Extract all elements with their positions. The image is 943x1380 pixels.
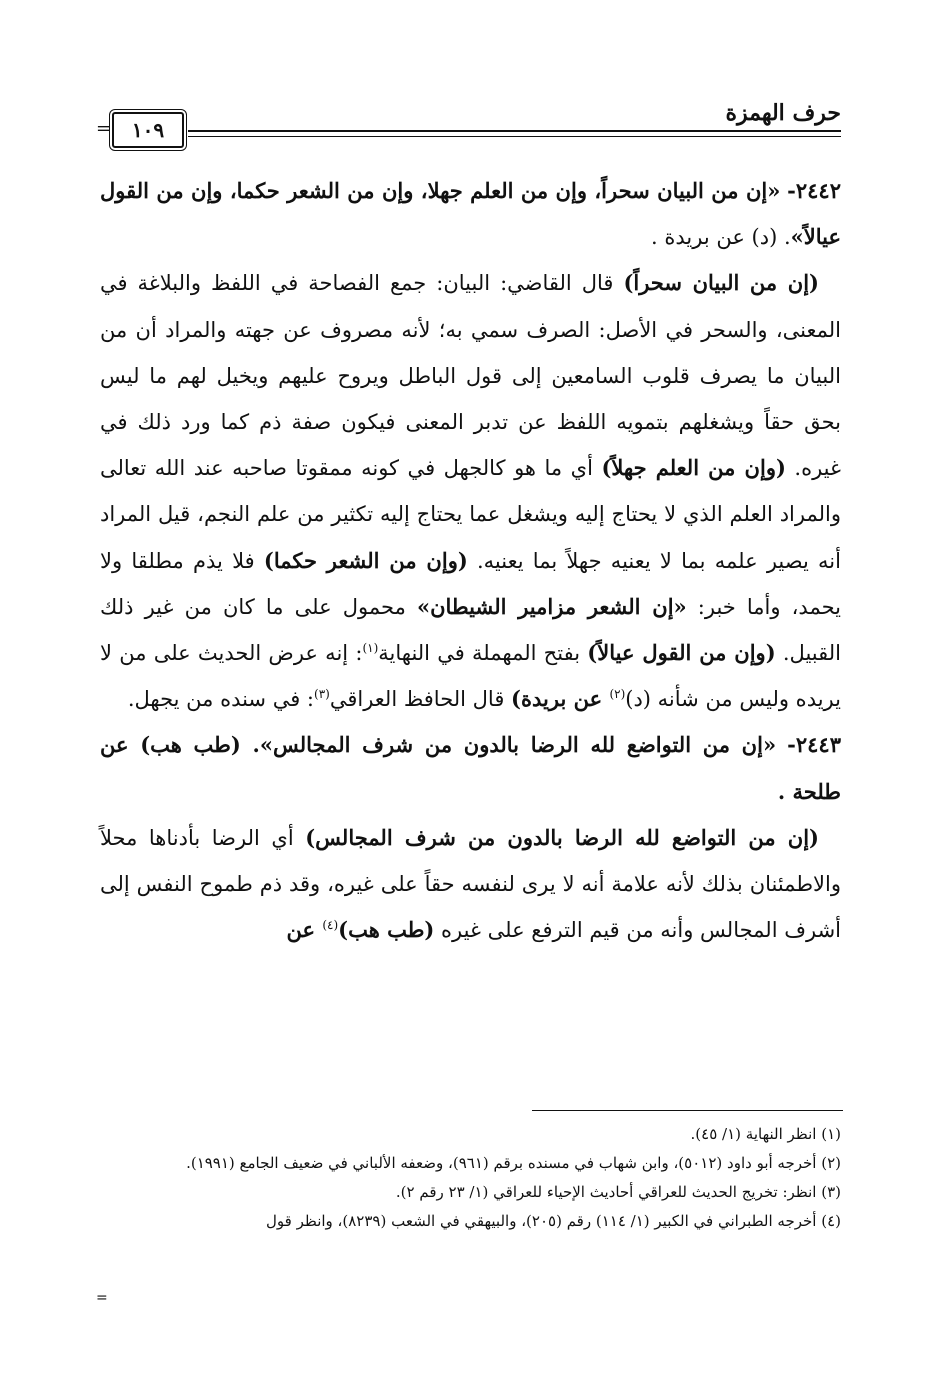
commentary-heading: (إن من التواضع لله الرضا بالدون من شرف المجالس)	[305, 824, 819, 850]
commentary-text: بفتح المهملة في النهاية	[378, 641, 588, 666]
footnote-continuation-mark: =	[96, 1290, 108, 1306]
commentary-text: محمول على ما كان من غير ذلك القبيل.	[100, 594, 841, 666]
commentary-text: فلا يذم مطلقا ولا يحمد، وأما خبر:	[100, 548, 841, 619]
footnote-ref: (٢)	[609, 687, 626, 702]
commentary-2443	[100, 815, 841, 954]
footnote-4: (٤) أخرجه الطبراني في الكبير (١/ ١١٤) رقم (٢٠٥)، والبيهقي في الشعب (٨٢٣٩)، وانظر قول	[266, 1212, 841, 1230]
commentary-heading: (وإن من الشعر حكما)	[263, 547, 468, 573]
header-rule	[188, 130, 841, 132]
running-head: حرف الهمزة	[725, 100, 841, 126]
hadith-number: ٢٤٤٢-	[787, 178, 841, 203]
footnote-2: (٢) أخرجه أبو داود (٥٠١٢)، وابن شهاب في مسنده برقم (٩٦١)، وضعفه الألباني في ضعيف الجامع (١٩٩١).	[186, 1154, 841, 1172]
commentary-heading: عن بريدة)	[511, 686, 610, 712]
commentary-heading: (طب هب)	[338, 917, 435, 943]
hadith-text: «إن من التواضع لله الرضا بالدون من شرف المجالس». (طب هب) عن طلحة .	[100, 732, 841, 804]
hadith-2442	[100, 168, 841, 260]
page-header	[96, 92, 841, 152]
page-number-box	[112, 112, 184, 148]
hadith-text: «إن من البيان سحراً، وإن من العلم جهلا، وإن من الشعر حكما، وإن من القول عيالاً»	[100, 178, 841, 250]
commentary-heading: «إن الشعر مزامير الشيطان»	[416, 593, 687, 619]
footnote-rule	[532, 1110, 843, 1111]
footnote-ref: (٣)	[314, 687, 330, 702]
commentary-heading: (وإن من القول عيالاً)	[587, 640, 776, 666]
header-rule-thin	[188, 136, 841, 137]
footnote-ref: (١)	[362, 641, 379, 656]
header-continuation-mark: =	[96, 118, 112, 139]
main-text	[100, 168, 841, 953]
commentary-2442	[100, 260, 841, 722]
hadith-number: ٢٤٤٣-	[787, 732, 841, 758]
footnote-ref: (٤)	[322, 918, 339, 933]
commentary-text: قال الحافظ العراقي	[329, 687, 512, 712]
footnote-1: (١) انظر النهاية (١/ ٤٥).	[690, 1125, 841, 1143]
hadith-source: . (د) عن بريدة .	[651, 225, 791, 250]
commentary-text: : إنه عرض الحديث على من لا يريده وليس من شأنه (د)	[100, 641, 841, 712]
commentary-text: قال القاضي: البيان: جمع الفصاحة في اللفظ والبلاغة في المعنى، والسحر في الأصل: الصرف سمي به؛ لأنه مصروف عن جهته والمراد أن من البيان ما يصرف قلوب السامعين إلى قول الباطل ويروح عليهم ويخيل لهم ما ليس بحق حقاً ويشغلهم بتمويه اللفظ عن تدبر المعنى فيكون صفة ذم كما ورد ذلك في غيره.	[100, 271, 842, 481]
commentary-heading: (إن من البيان سحراً)	[623, 270, 819, 296]
footnotes	[96, 1120, 841, 1236]
commentary-text: أي ما هو كالجهل في كونه ممقوتا صاحبه عند الله تعالى والمراد العلم الذي لا يحتاج إليه ويشغل عما يحتاج إليه تكثير من علم النجم، قيل المراد أنه يصير علمه بما لا يعنيه جهلاً بما يعنيه.	[100, 456, 841, 573]
hadith-2443	[100, 722, 841, 814]
commentary-heading: عن	[286, 917, 323, 943]
commentary-text: : في سنده من يجهل.	[127, 687, 314, 712]
page-number: ١٠٩	[131, 118, 165, 142]
commentary-text: أي الرضا بأدناها محلاً والاطمئنان بذلك لأنه علامة أنه لا يرى لنفسه حقاً على غيره، وقد ذم طموح النفس إلى أشرف المجالس وأنه من قيم الترفع على غيره	[100, 825, 841, 943]
footnote-3: (٣) انظر: تخريج الحديث للعراقي أحاديث الإحياء للعراقي (١/ ٢٣ رقم ٢).	[395, 1183, 841, 1201]
commentary-heading: (وإن من العلم جهلاً)	[601, 455, 786, 481]
